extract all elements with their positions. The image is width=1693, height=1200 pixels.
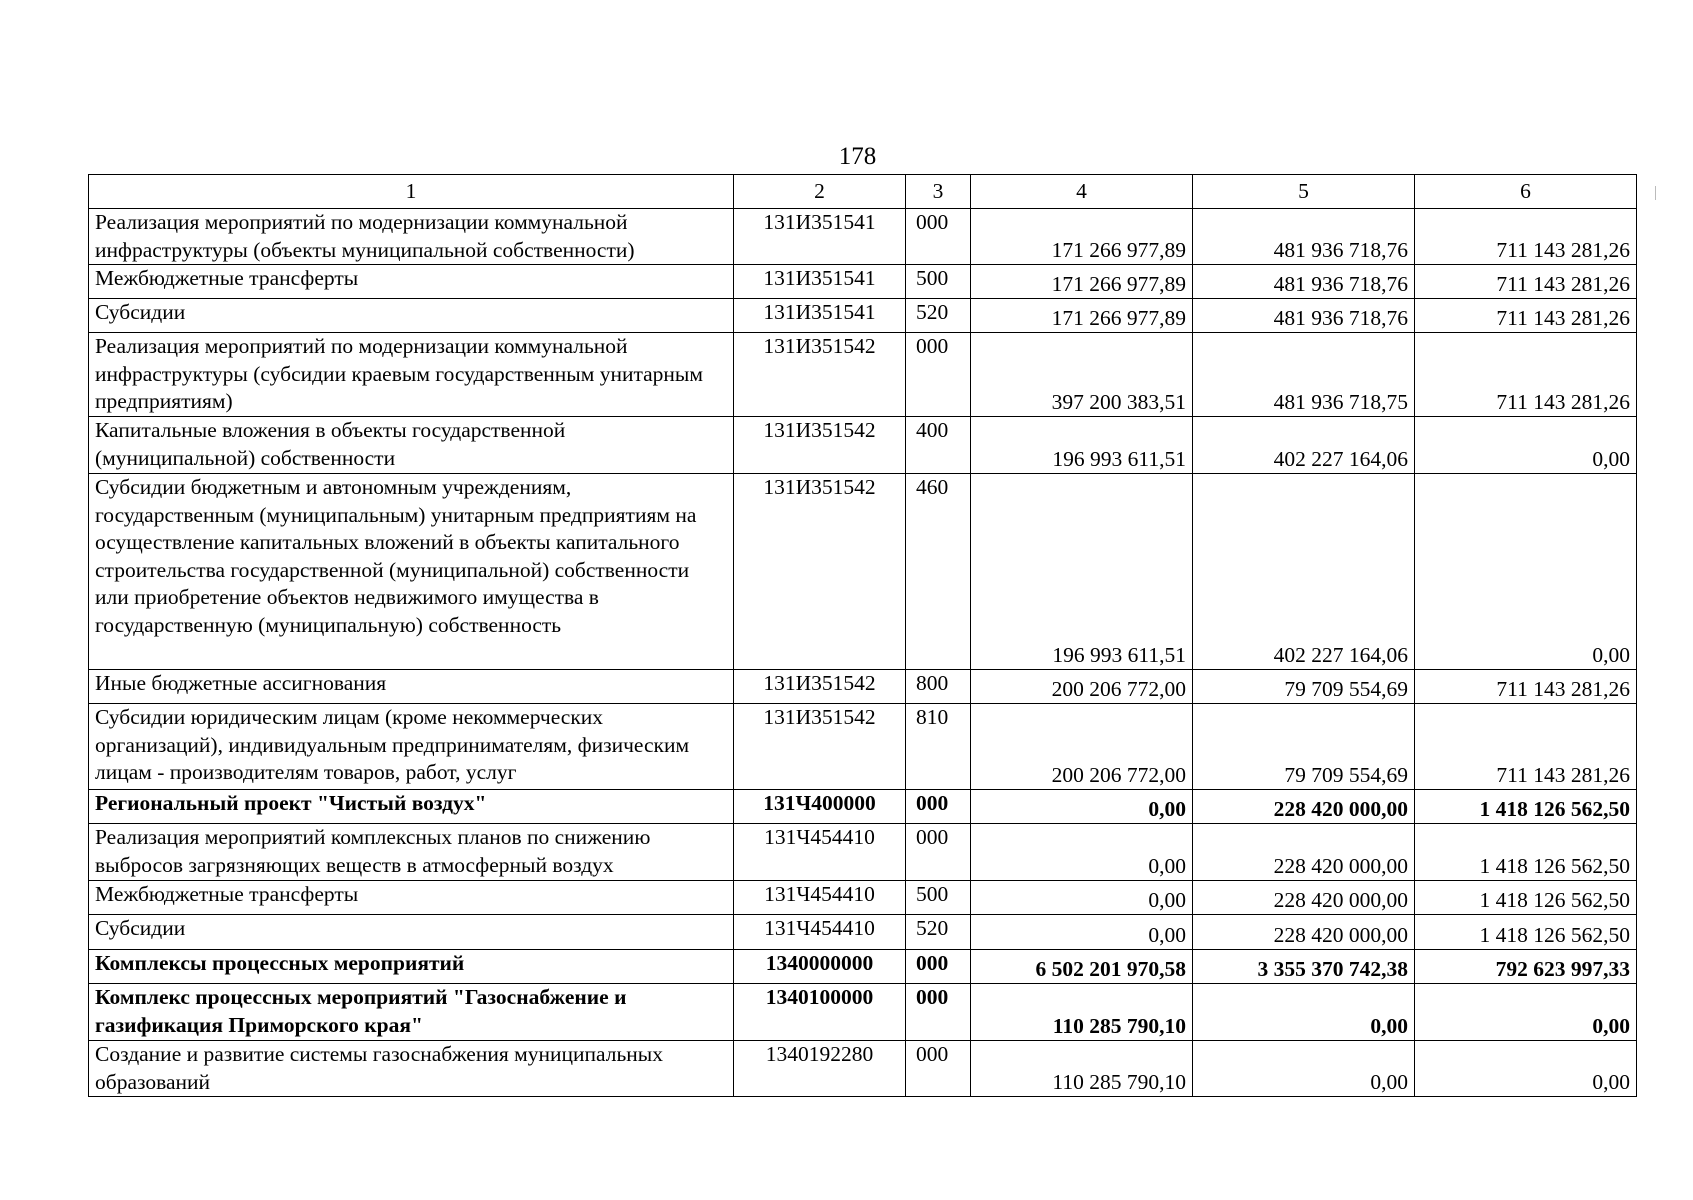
expense-name-cell: Региональный проект "Чистый воздух"	[89, 790, 734, 824]
amount-col-4-cell: 200 206 772,00	[971, 704, 1193, 790]
expense-name-cell: Иные бюджетные ассигнования	[89, 670, 734, 704]
expense-type-code-cell: 000	[906, 984, 971, 1041]
column-number-4: 4	[971, 175, 1193, 209]
amount-col-6-cell: 1 418 126 562,50	[1415, 881, 1637, 915]
expense-type-code-cell: 460	[906, 474, 971, 670]
amount-col-5-cell: 402 227 164,06	[1193, 417, 1415, 474]
amount-col-6-cell: 0,00	[1415, 474, 1637, 670]
table-row	[89, 333, 1637, 417]
expense-name-cell: Межбюджетные трансферты	[89, 265, 734, 299]
amount-col-6-cell: 0,00	[1415, 417, 1637, 474]
amount-col-5-cell: 3 355 370 742,38	[1193, 950, 1415, 984]
column-number-5: 5	[1193, 175, 1415, 209]
expense-type-code-cell: 400	[906, 417, 971, 474]
table-row	[89, 984, 1637, 1041]
amount-col-4-cell: 0,00	[971, 881, 1193, 915]
target-article-code-cell: 131И351541	[734, 299, 906, 333]
expense-name-cell: Комплекс процессных мероприятий "Газоснабжение и газификация Приморского края"	[89, 984, 734, 1041]
amount-col-4-cell: 0,00	[971, 824, 1193, 881]
table-row	[89, 299, 1637, 333]
amount-col-6-cell: 711 143 281,26	[1415, 299, 1637, 333]
amount-col-4-cell: 196 993 611,51	[971, 417, 1193, 474]
expense-name-cell: Субсидии	[89, 915, 734, 950]
amount-col-4-cell: 0,00	[971, 915, 1193, 950]
table-row	[89, 950, 1637, 984]
amount-col-4-cell: 200 206 772,00	[971, 670, 1193, 704]
expense-name-cell: Комплексы процессных мероприятий	[89, 950, 734, 984]
target-article-code-cell: 131Ч454410	[734, 881, 906, 915]
amount-col-5-cell: 402 227 164,06	[1193, 474, 1415, 670]
amount-col-5-cell: 0,00	[1193, 984, 1415, 1041]
table-row	[89, 474, 1637, 670]
expense-name-cell: Реализация мероприятий комплексных планов по снижению выбросов загрязняющих веществ в атмосферный воздух	[89, 824, 734, 881]
amount-col-5-cell: 481 936 718,75	[1193, 333, 1415, 417]
column-number-2: 2	[734, 175, 906, 209]
expense-name-cell: Субсидии	[89, 299, 734, 333]
amount-col-5-cell: 228 420 000,00	[1193, 915, 1415, 950]
column-number-3: 3	[906, 175, 971, 209]
table-row	[89, 417, 1637, 474]
amount-col-4-cell: 171 266 977,89	[971, 299, 1193, 333]
expense-type-code-cell: 810	[906, 704, 971, 790]
amount-col-4-cell: 110 285 790,10	[971, 1041, 1193, 1097]
expense-type-code-cell: 500	[906, 881, 971, 915]
amount-col-6-cell: 0,00	[1415, 1041, 1637, 1097]
expense-type-code-cell: 000	[906, 950, 971, 984]
amount-col-6-cell: 1 418 126 562,50	[1415, 824, 1637, 881]
amount-col-4-cell: 196 993 611,51	[971, 474, 1193, 670]
amount-col-4-cell: 110 285 790,10	[971, 984, 1193, 1041]
column-number-1: 1	[89, 175, 734, 209]
expense-name-cell: Капитальные вложения в объекты государственной (муниципальной) собственности	[89, 417, 734, 474]
amount-col-6-cell: 711 143 281,26	[1415, 333, 1637, 417]
amount-col-6-cell: 1 418 126 562,50	[1415, 790, 1637, 824]
amount-col-5-cell: 228 420 000,00	[1193, 881, 1415, 915]
amount-col-6-cell: 1 418 126 562,50	[1415, 915, 1637, 950]
expense-type-code-cell: 000	[906, 209, 971, 265]
expense-type-code-cell: 000	[906, 824, 971, 881]
table-row	[89, 209, 1637, 265]
expense-name-cell: Реализация мероприятий по модернизации коммунальной инфраструктуры (объекты муниципальной собственности)	[89, 209, 734, 265]
table-row	[89, 915, 1637, 950]
budget-table	[88, 174, 1637, 1097]
amount-col-5-cell: 79 709 554,69	[1193, 704, 1415, 790]
budget-table-body	[89, 175, 1637, 1097]
amount-col-6-cell: 711 143 281,26	[1415, 670, 1637, 704]
amount-col-5-cell: 228 420 000,00	[1193, 824, 1415, 881]
table-row	[89, 824, 1637, 881]
amount-col-6-cell: 0,00	[1415, 984, 1637, 1041]
expense-type-code-cell: 800	[906, 670, 971, 704]
target-article-code-cell: 1340192280	[734, 1041, 906, 1097]
amount-col-4-cell: 397 200 383,51	[971, 333, 1193, 417]
target-article-code-cell: 1340000000	[734, 950, 906, 984]
table-row	[89, 881, 1637, 915]
table-row	[89, 265, 1637, 299]
amount-col-4-cell: 171 266 977,89	[971, 209, 1193, 265]
amount-col-5-cell: 481 936 718,76	[1193, 209, 1415, 265]
scan-artifact	[1655, 186, 1656, 200]
amount-col-6-cell: 792 623 997,33	[1415, 950, 1637, 984]
expense-type-code-cell: 520	[906, 915, 971, 950]
amount-col-6-cell: 711 143 281,26	[1415, 704, 1637, 790]
target-article-code-cell: 131И351542	[734, 333, 906, 417]
expense-name-cell: Субсидии бюджетным и автономным учреждениям, государственным (муниципальным) унитарным предприятиям на осуществление капитальных вложений в объекты капитального строительства государственной (муниципальной) собственности или приобретение объектов недвижимого имущества в государственную (муниципальную) собственность	[89, 474, 734, 670]
page-number: 178	[838, 143, 877, 170]
amount-col-5-cell: 228 420 000,00	[1193, 790, 1415, 824]
column-number-6: 6	[1415, 175, 1637, 209]
amount-col-5-cell: 481 936 718,76	[1193, 265, 1415, 299]
amount-col-4-cell: 6 502 201 970,58	[971, 950, 1193, 984]
target-article-code-cell: 131И351542	[734, 670, 906, 704]
table-row	[89, 704, 1637, 790]
table-row	[89, 1041, 1637, 1097]
column-number-header-row	[89, 175, 1637, 209]
expense-name-cell: Реализация мероприятий по модернизации коммунальной инфраструктуры (субсидии краевым государственным унитарным предприятиям)	[89, 333, 734, 417]
target-article-code-cell: 131Ч454410	[734, 915, 906, 950]
amount-col-6-cell: 711 143 281,26	[1415, 265, 1637, 299]
table-row	[89, 670, 1637, 704]
target-article-code-cell: 131И351541	[734, 209, 906, 265]
expense-name-cell: Межбюджетные трансферты	[89, 881, 734, 915]
target-article-code-cell: 1340100000	[734, 984, 906, 1041]
expense-type-code-cell: 000	[906, 790, 971, 824]
amount-col-6-cell: 711 143 281,26	[1415, 209, 1637, 265]
expense-type-code-cell: 520	[906, 299, 971, 333]
expense-type-code-cell: 500	[906, 265, 971, 299]
amount-col-5-cell: 79 709 554,69	[1193, 670, 1415, 704]
target-article-code-cell: 131И351541	[734, 265, 906, 299]
target-article-code-cell: 131И351542	[734, 474, 906, 670]
expense-name-cell: Создание и развитие системы газоснабжения муниципальных образований	[89, 1041, 734, 1097]
amount-col-4-cell: 0,00	[971, 790, 1193, 824]
target-article-code-cell: 131И351542	[734, 704, 906, 790]
amount-col-5-cell: 481 936 718,76	[1193, 299, 1415, 333]
target-article-code-cell: 131И351542	[734, 417, 906, 474]
table-row	[89, 790, 1637, 824]
amount-col-5-cell: 0,00	[1193, 1041, 1415, 1097]
amount-col-4-cell: 171 266 977,89	[971, 265, 1193, 299]
target-article-code-cell: 131Ч454410	[734, 824, 906, 881]
expense-name-cell: Субсидии юридическим лицам (кроме некоммерческих организаций), индивидуальным предпринимателям, физическим лицам - производителям товаров, работ, услуг	[89, 704, 734, 790]
target-article-code-cell: 131Ч400000	[734, 790, 906, 824]
expense-type-code-cell: 000	[906, 1041, 971, 1097]
expense-type-code-cell: 000	[906, 333, 971, 417]
